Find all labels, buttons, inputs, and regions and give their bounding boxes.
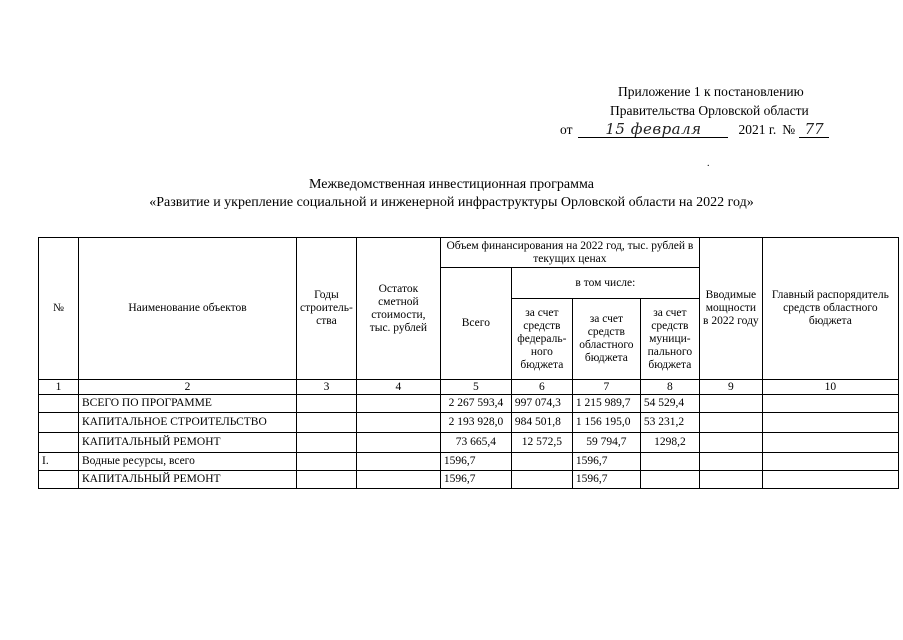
cell-name: КАПИТАЛЬНЫЙ РЕМОНТ [79, 471, 297, 489]
cell-municipal: 53 231,2 [640, 413, 699, 433]
cell-name: ВСЕГО ПО ПРОГРАММЕ [79, 395, 297, 413]
cell-capacity [699, 453, 762, 471]
column-number: 4 [356, 380, 440, 395]
cell-capacity [699, 433, 762, 453]
title-line-1: Межведомственная инвестиционная программа [309, 177, 594, 192]
cell-years [297, 413, 357, 433]
appendix-block [560, 82, 880, 139]
cell-capacity [699, 471, 762, 489]
cell-regional: 1 215 989,7 [572, 395, 640, 413]
cell-federal: 997 074,3 [511, 395, 572, 413]
table-row [39, 413, 899, 433]
cell-num [39, 413, 79, 433]
column-number: 7 [572, 380, 640, 395]
cell-name: КАПИТАЛЬНОЕ СТРОИТЕЛЬСТВО [79, 413, 297, 433]
cell-regional: 59 794,7 [572, 433, 640, 453]
header-federal: за счет средств федераль-ного бюджета [511, 299, 572, 380]
document-title [0, 176, 903, 212]
cell-num: I. [39, 453, 79, 471]
cell-remainder [356, 453, 440, 471]
cell-years [297, 453, 357, 471]
header-manager: Главный распорядитель средств областного бюджета [762, 238, 898, 380]
column-number: 2 [79, 380, 297, 395]
column-number: 3 [297, 380, 357, 395]
cell-manager [762, 471, 898, 489]
cell-federal [511, 471, 572, 489]
cell-num [39, 395, 79, 413]
table-row [39, 433, 899, 453]
appendix-line-1: Приложение 1 к постановлению [618, 84, 804, 99]
program-table [38, 237, 899, 489]
cell-regional: 1 156 195,0 [572, 413, 640, 433]
header-total: Всего [440, 268, 511, 380]
cell-num [39, 471, 79, 489]
cell-capacity [699, 413, 762, 433]
table-row [39, 395, 899, 413]
header-num: № [39, 238, 79, 380]
header-remainder: Остаток сметной стоимости, тыс. рублей [356, 238, 440, 380]
cell-total: 2 267 593,4 [440, 395, 511, 413]
handwritten-number: 77 [799, 121, 829, 138]
header-name: Наименование объектов [79, 238, 297, 380]
header-municipal: за счет средств муници-пального бюджета [640, 299, 699, 380]
cell-regional: 1596,7 [572, 471, 640, 489]
column-numbers-row [39, 380, 899, 395]
cell-total: 1596,7 [440, 471, 511, 489]
cell-remainder [356, 395, 440, 413]
cell-num [39, 433, 79, 453]
column-number: 9 [699, 380, 762, 395]
header-years: Годы строитель-ства [297, 238, 357, 380]
cell-name: КАПИТАЛЬНЫЙ РЕМОНТ [79, 433, 297, 453]
cell-manager [762, 413, 898, 433]
table-row [39, 453, 899, 471]
cell-federal [511, 453, 572, 471]
cell-years [297, 433, 357, 453]
column-number: 1 [39, 380, 79, 395]
year-label: 2021 г. [738, 122, 777, 137]
cell-remainder [356, 433, 440, 453]
header-regional: за счет средств областного бюджета [572, 299, 640, 380]
header-financing: Объем финансирования на 2022 год, тыс. рублей в текущих ценах [440, 238, 699, 268]
cell-municipal [640, 471, 699, 489]
cell-total: 1596,7 [440, 453, 511, 471]
cell-municipal [640, 453, 699, 471]
column-number: 5 [440, 380, 511, 395]
cell-municipal: 1298,2 [640, 433, 699, 453]
cell-federal: 984 501,8 [511, 413, 572, 433]
cell-remainder [356, 471, 440, 489]
header-capacity: Вводимые мощности в 2022 году [699, 238, 762, 380]
cell-capacity [699, 395, 762, 413]
cell-federal: 12 572,5 [511, 433, 572, 453]
cell-municipal: 54 529,4 [640, 395, 699, 413]
from-label: от [560, 122, 573, 137]
appendix-line-3 [560, 120, 880, 139]
cell-regional: 1596,7 [572, 453, 640, 471]
number-label: № [782, 122, 796, 137]
handwritten-date: 15 февраля [578, 121, 728, 138]
cell-name: Водные ресурсы, всего [79, 453, 297, 471]
column-number: 8 [640, 380, 699, 395]
appendix-line-2: Правительства Орловской области [610, 103, 809, 118]
stray-dot: . [707, 158, 710, 169]
column-number: 10 [762, 380, 898, 395]
cell-years [297, 471, 357, 489]
cell-manager [762, 453, 898, 471]
cell-total: 73 665,4 [440, 433, 511, 453]
cell-manager [762, 395, 898, 413]
table-row [39, 471, 899, 489]
cell-remainder [356, 413, 440, 433]
cell-total: 2 193 928,0 [440, 413, 511, 433]
header-including: в том числе: [511, 268, 699, 299]
title-line-2: «Развитие и укрепление социальной и инженерной инфраструктуры Орловской области на 2022 год» [149, 195, 754, 210]
column-number: 6 [511, 380, 572, 395]
cell-manager [762, 433, 898, 453]
cell-years [297, 395, 357, 413]
